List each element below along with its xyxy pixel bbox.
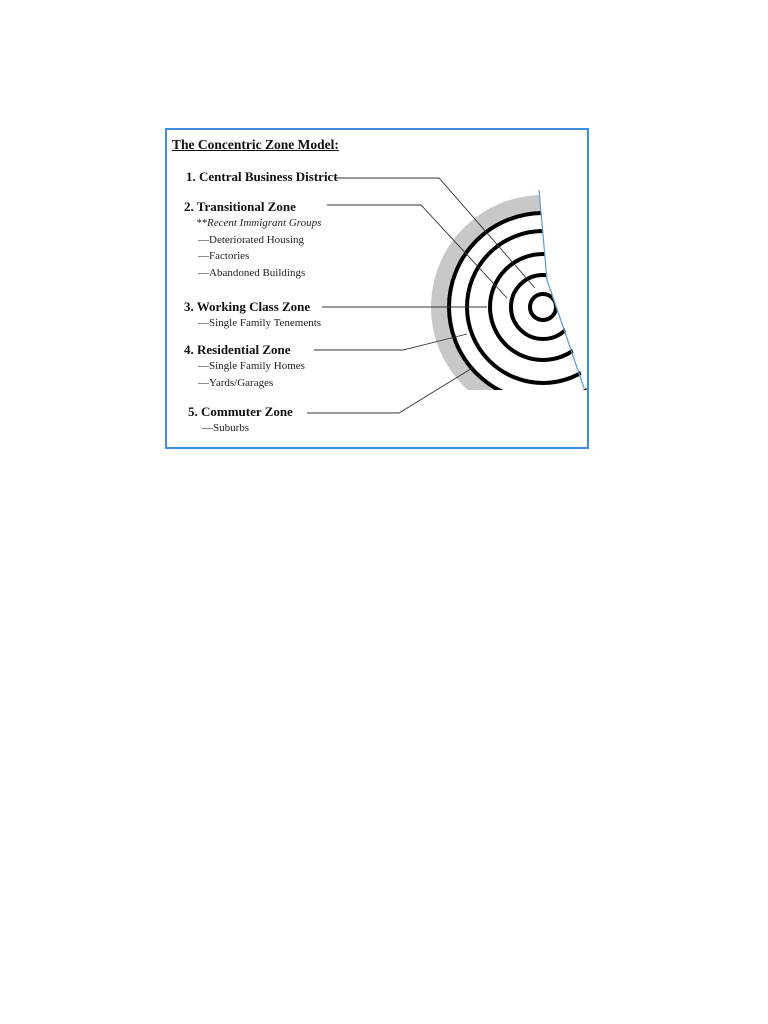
zone-residential <box>184 341 305 391</box>
zone-label: 5. Commuter Zone <box>188 404 293 419</box>
zone-detail: —Yards/Garages <box>198 376 274 389</box>
leader-line-commuter <box>307 367 474 413</box>
zone-label: 4. Residential Zone <box>184 342 291 357</box>
zone-detail: —Suburbs <box>202 422 250 434</box>
zone-detail: —Single Family Tenements <box>198 317 322 329</box>
zone-working-class <box>184 298 321 332</box>
zone-transitional <box>184 198 321 281</box>
zone-detail: —Single Family Homes <box>198 360 305 372</box>
zone-label: 3. Working Class Zone <box>184 299 311 314</box>
concentric-zone-figure <box>165 128 589 449</box>
zone-central-business-district <box>186 168 338 185</box>
diagram-title: The Concentric Zone Model: <box>172 137 339 152</box>
zone-detail: —Abandoned Buildings <box>198 266 306 279</box>
zone-label: 1. Central Business District <box>186 169 338 184</box>
zone-commuter <box>188 403 293 437</box>
zone-label: 2. Transitional Zone <box>184 199 296 214</box>
zone-detail: **Recent Immigrant Groups <box>196 217 322 229</box>
zone-detail: —Factories <box>198 250 250 262</box>
zone-detail: —Deteriorated Housing <box>198 233 304 246</box>
